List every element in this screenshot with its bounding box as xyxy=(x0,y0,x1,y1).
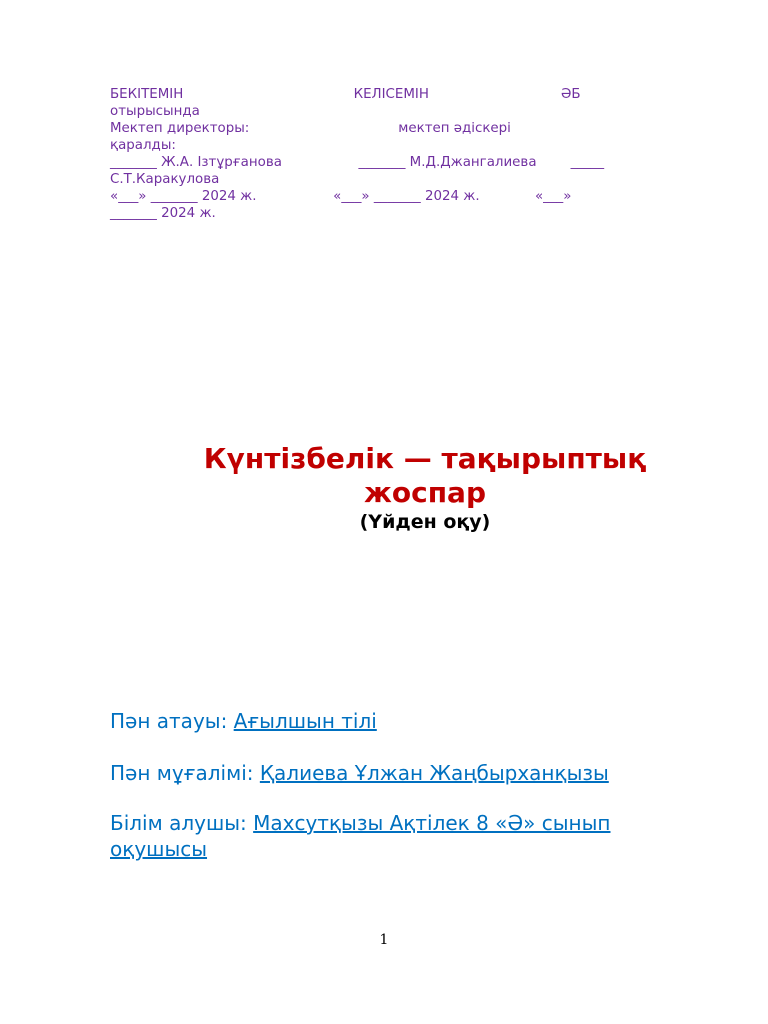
approval-line: БЕКІТЕМІН КЕЛІСЕМІН ӘБ xyxy=(110,87,581,102)
document-subtitle: (Үйден оқу) xyxy=(359,511,491,533)
approval-line: С.Т.Каракулова xyxy=(110,172,220,187)
approval-line: «___» _______ 2024 ж. «___» _______ 2024 ж. «___» xyxy=(110,189,572,204)
document-title-line2: жоспар xyxy=(364,476,486,509)
document-title-line1: Күнтізбелік — тақырыптық xyxy=(203,442,647,475)
approval-header xyxy=(110,86,710,222)
teacher-label: Пән мұғалімі: xyxy=(110,761,260,785)
approval-line: қаралды: xyxy=(110,138,176,153)
approval-line: Мектеп директоры: мектеп әдіскері xyxy=(110,121,511,136)
student-row xyxy=(110,810,710,862)
approval-line: отырысында xyxy=(110,104,200,119)
subject-label: Пән атауы: xyxy=(110,709,234,733)
student-label: Білім алушы: xyxy=(110,811,254,835)
teacher-value: Қалиева Ұлжан Жаңбырханқызы xyxy=(259,761,609,785)
subject-row xyxy=(110,708,710,734)
teacher-row xyxy=(110,760,710,786)
approval-line: _______ 2024 ж. xyxy=(110,206,216,221)
page-number: 1 xyxy=(379,932,389,948)
approval-line: _______ Ж.А. Ізтұрғанова _______ М.Д.Джангалиева _____ xyxy=(110,155,605,170)
subject-value: Ағылшын тілі xyxy=(233,709,377,733)
student-value: Махсутқызы Ақтілек 8 «Ә» сынып оқушысы xyxy=(110,811,611,861)
document-title-block xyxy=(110,442,740,534)
